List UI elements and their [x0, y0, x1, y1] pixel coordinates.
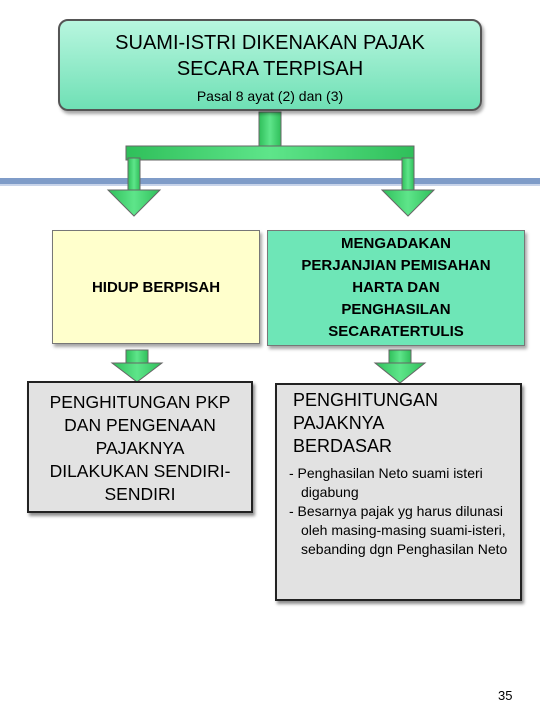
right-stem: [402, 158, 414, 190]
condition-box-left: [52, 230, 260, 344]
result-box-right: [275, 383, 522, 601]
result-right-heading-line: BERDASAR: [293, 436, 393, 456]
condition-right-line: PENGHASILAN: [341, 301, 451, 318]
result-right-item: - Besarnya pajak yg harus dilunasi oleh masing-masing suami-isteri, sebanding dgn Penghasilan Neto: [289, 503, 508, 557]
condition-left-label: HIDUP BERPISAH: [91, 278, 221, 296]
branch-bar: [126, 146, 414, 160]
result-left-line: PAJAKNYA: [95, 438, 185, 458]
main-topic-box: [58, 19, 482, 111]
lower-right-arrow-head: [375, 363, 425, 383]
left-arrow-head: [108, 190, 160, 216]
left-stem: [128, 158, 140, 190]
result-left-line: DAN PENGENAAN: [64, 415, 216, 435]
condition-box-right: [267, 230, 525, 346]
result-right-heading-line: PENGHITUNGAN: [293, 390, 439, 410]
condition-right-line: HARTA DAN: [352, 279, 440, 296]
main-topic-title: [60, 30, 480, 82]
main-topic-title-line1: SUAMI-ISTRI DIKENAKAN PAJAK: [115, 32, 425, 54]
condition-right-line: SECARATERTULIS: [328, 323, 464, 340]
result-right-heading-line: PAJAKNYA: [293, 413, 385, 433]
result-right-heading: [293, 389, 514, 458]
result-right-list: [289, 464, 514, 559]
lower-right-stem: [389, 350, 411, 364]
right-arrow-head: [382, 190, 434, 216]
condition-right-line: PERJANJIAN PEMISAHAN: [301, 257, 491, 274]
result-left-line: PENGHITUNGAN PKP: [49, 392, 231, 412]
legal-reference: Pasal 8 ayat (2) dan (3): [196, 88, 344, 104]
lower-left-arrow-head: [112, 363, 162, 382]
result-left-line: SENDIRI: [104, 484, 176, 504]
result-left-line: DILAKUKAN SENDIRI-: [49, 461, 231, 481]
result-box-left: [27, 381, 253, 513]
page-number: 35: [498, 688, 513, 703]
main-topic-title-line2: SECARA TERPISAH: [176, 58, 364, 80]
top-stem: [259, 112, 281, 148]
condition-right-line: MENGADAKAN: [340, 235, 451, 252]
lower-left-stem: [126, 350, 148, 364]
result-right-item: - Penghasilan Neto suami isteri digabung: [289, 465, 483, 500]
condition-right-text: [301, 233, 490, 343]
